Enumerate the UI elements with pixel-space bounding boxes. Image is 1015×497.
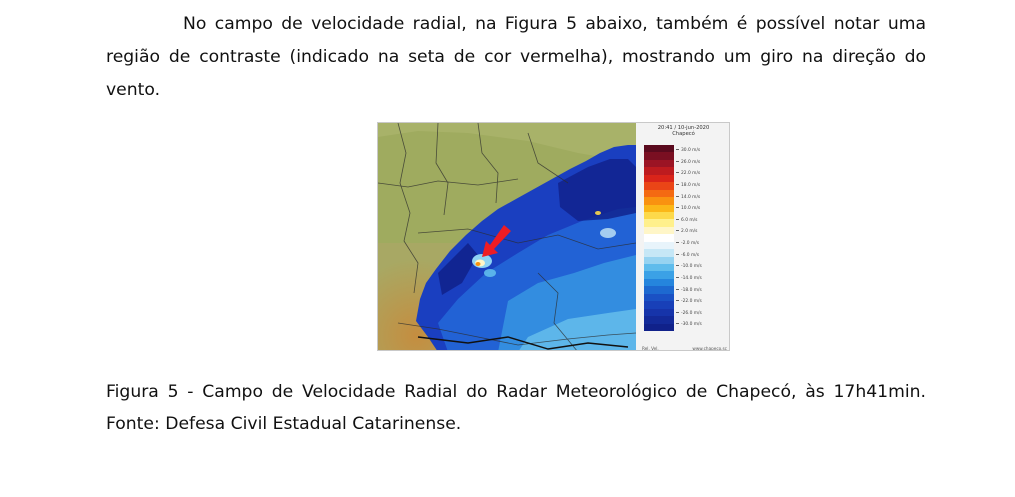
scale-swatch [644,182,674,189]
color-scale [644,145,674,331]
scale-tick-label: 18.0 m/s [676,180,726,192]
velocity-legend [636,123,730,351]
scale-swatch [644,264,674,271]
scale-tick-label: 10.0 m/s [676,203,726,215]
scale-tick-label: -6.0 m/s [676,250,726,262]
scale-swatch [644,145,674,152]
scale-tick-label: 30.0 m/s [676,145,726,157]
scale-swatch [644,286,674,293]
scale-swatch [644,197,674,204]
scale-swatch [644,212,674,219]
scale-swatch [644,257,674,264]
figure-caption: Figura 5 - Campo de Velocidade Radial do Radar Meteorológico de Chapecó, às 17h41min. Fonte: Defesa Civil Estadual Catarinense. [106,382,926,434]
radar-velocity-map [378,123,636,351]
scale-tick-label: 26.0 m/s [676,157,726,169]
scale-swatch [644,249,674,256]
body-paragraph: No campo de velocidade radial, na Figura 5 abaixo, também é possível notar uma região de contraste (indicado na seta de cor vermelha), mostrando um giro na direção do vento. [106,14,926,100]
scale-tick-label: -2.0 m/s [676,238,726,250]
legend-footer-right: www.chapeco.sc [692,346,727,351]
scale-swatch [644,301,674,308]
scale-swatch [644,227,674,234]
scale-tick-label: 2.0 m/s [676,226,726,238]
scale-swatch [644,190,674,197]
scale-swatch [644,152,674,159]
scale-swatch [644,309,674,316]
scale-tick-label: -10.0 m/s [676,261,726,273]
scale-swatch [644,175,674,182]
scale-swatch [644,234,674,241]
scale-tick-label: 22.0 m/s [676,168,726,180]
scale-swatch [644,316,674,323]
scale-swatch [644,219,674,226]
scale-ticks [676,145,726,331]
scale-tick-label: -18.0 m/s [676,285,726,297]
scale-tick-label: 6.0 m/s [676,215,726,227]
scale-swatch [644,205,674,212]
scale-swatch [644,279,674,286]
scale-swatch [644,271,674,278]
scale-swatch [644,242,674,249]
scale-tick-label: -26.0 m/s [676,308,726,320]
legend-footer-left: Rel. Vel. [642,346,659,351]
legend-timestamp: 20:41 / 10-jun-2020 [657,125,710,131]
scale-tick-label: -30.0 m/s [676,319,726,331]
scale-swatch [644,160,674,167]
scale-swatch [644,167,674,174]
radar-figure [377,122,730,351]
scale-tick-label: 14.0 m/s [676,192,726,204]
legend-site: Chapecó [672,131,695,137]
scale-swatch [644,294,674,301]
scale-swatch [644,324,674,331]
scale-tick-label: -14.0 m/s [676,273,726,285]
scale-tick-label: -22.0 m/s [676,296,726,308]
